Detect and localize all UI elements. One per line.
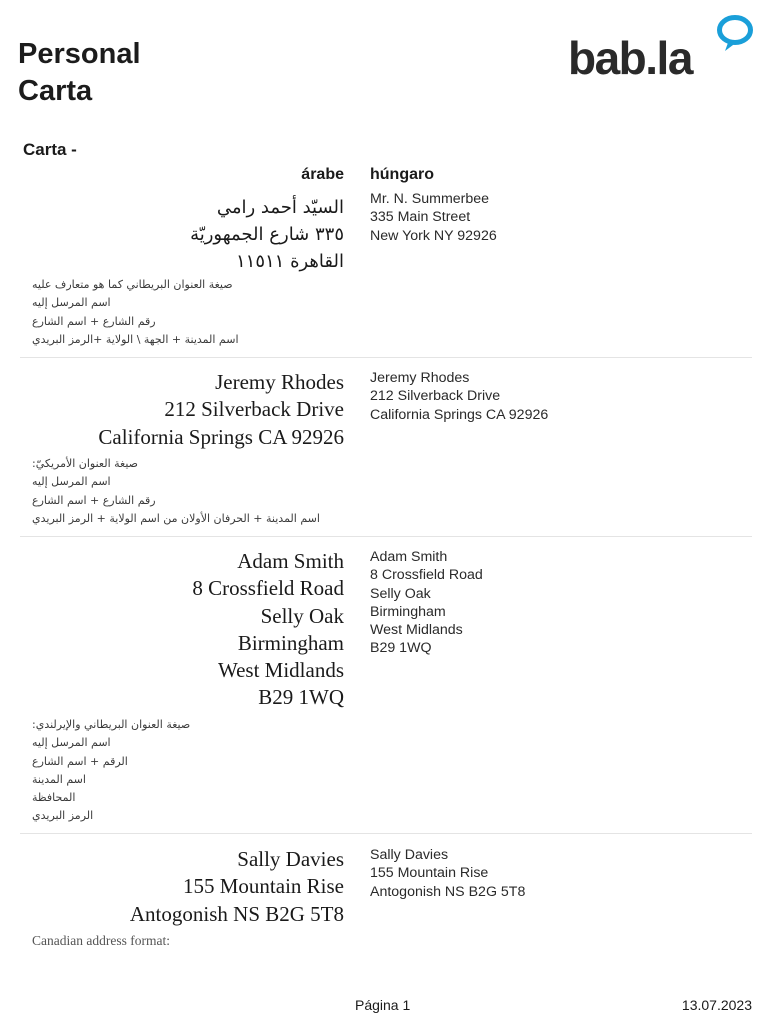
source-line: القاهرة ١١٥١١	[236, 251, 344, 272]
source-line: السيّد أحمد رامي	[216, 197, 344, 218]
title-line-2: Carta	[18, 75, 93, 107]
speech-bubble-icon	[716, 14, 754, 54]
source-line: California Springs CA 92926	[98, 424, 344, 449]
source-address	[192, 548, 344, 712]
source-line: Birmingham	[237, 630, 344, 655]
logo-text: bab.la	[568, 32, 692, 84]
phrase-row	[20, 190, 752, 358]
source-line: Adam Smith	[237, 549, 344, 573]
page-title	[18, 36, 141, 110]
title-line-1: Personal	[18, 38, 141, 70]
target-line: California Springs CA 92926	[370, 406, 549, 423]
source-line: Sally Davies	[237, 847, 344, 871]
source-line: ٣٣٥ شارع الجمهوريّة	[190, 224, 344, 245]
phrase-row	[20, 369, 752, 537]
source-line: Selly Oak	[260, 603, 344, 628]
note-line: الرقم + اسم الشارع	[32, 754, 128, 768]
source-address	[98, 369, 344, 451]
column-header-hungarian: húngaro	[370, 166, 434, 183]
note-line: Canadian address format:	[32, 933, 170, 948]
source-line: Jeremy Rhodes	[215, 370, 344, 394]
bab-la-logo[interactable]	[568, 14, 754, 84]
phrase-row	[20, 548, 752, 834]
target-line: Jeremy Rhodes	[370, 370, 470, 386]
format-note	[32, 276, 239, 349]
target-line: 155 Mountain Rise	[370, 865, 489, 882]
section-title: Carta -	[23, 140, 77, 159]
source-line: Antogonish NS B2G 5T8	[129, 901, 344, 926]
target-line: West Midlands	[370, 622, 463, 639]
source-line: B29 1WQ	[258, 685, 344, 710]
note-line: اسم المدينة + الجهة \ الولاية +الرمز البريدي	[32, 332, 239, 346]
note-line: صيغة العنوان الأمريكيّ:	[32, 457, 139, 470]
note-line: الرمز البريدي	[32, 809, 94, 823]
note-line: رقم الشارع + اسم الشارع	[32, 314, 156, 328]
target-line: 335 Main Street	[370, 209, 471, 226]
note-line: صيغة العنوان البريطاني كما هو متعارف عليه	[32, 278, 233, 291]
footer-date: 13.07.2023	[681, 997, 752, 1013]
target-line: Birmingham	[370, 603, 446, 620]
note-line: اسم المرسل إليه	[32, 736, 111, 750]
source-line: 212 Silverback Drive	[164, 397, 344, 422]
target-line: B29 1WQ	[370, 640, 432, 657]
target-line: Adam Smith	[370, 549, 448, 565]
target-address	[370, 548, 483, 658]
source-line: 155 Mountain Rise	[183, 874, 344, 899]
format-note	[32, 455, 320, 528]
format-note	[32, 932, 170, 950]
note-line: اسم المدينة + الحرفان الأولان من اسم الولاية + الرمز البريدي	[32, 511, 320, 525]
note-line: المحافظة	[32, 791, 76, 805]
source-line: 8 Crossfield Road	[192, 576, 344, 601]
target-address	[370, 846, 525, 901]
target-line: Sally Davies	[370, 847, 449, 863]
format-note	[32, 716, 190, 826]
target-address	[370, 190, 497, 245]
note-line: اسم المرسل إليه	[32, 475, 111, 489]
target-address	[370, 369, 548, 424]
note-line: رقم الشارع + اسم الشارع	[32, 493, 156, 507]
source-address	[190, 194, 344, 275]
note-line: صيغة العنوان البريطاني والإيرلندي:	[32, 718, 191, 731]
target-line: Selly Oak	[370, 585, 431, 602]
source-address	[130, 846, 344, 928]
note-line: اسم المرسل إليه	[32, 296, 111, 310]
target-line: Mr. N. Summerbee	[370, 191, 490, 207]
target-line: 8 Crossfield Road	[370, 567, 483, 584]
target-line: 212 Silverback Drive	[370, 388, 501, 405]
page-number: Página 1	[355, 997, 411, 1013]
source-line: West Midlands	[217, 658, 344, 683]
phrase-row	[20, 846, 752, 956]
target-line: Antogonish NS B2G 5T8	[370, 883, 526, 900]
target-line: New York NY 92926	[370, 227, 497, 244]
note-line: اسم المدينة	[32, 772, 86, 786]
column-header-arabic: árabe	[301, 166, 344, 183]
